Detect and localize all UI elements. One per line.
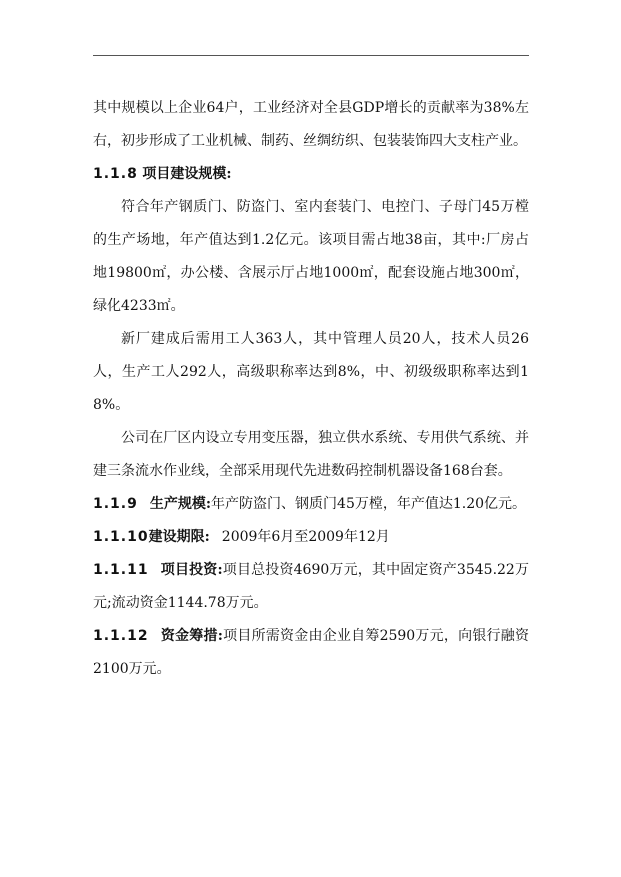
section-text: 年产防盗门、钢质门45万樘，年产值达1.20亿元。 [211,496,527,512]
section-title: 资金筹措: [160,628,223,644]
section-title: 生产规模: [149,496,212,512]
section-number: 1.1.12 [93,628,149,644]
section-1-1-8-heading [93,158,529,191]
section-1-1-9 [93,488,529,521]
section-title: 项目投资: [160,562,223,578]
section-number: 1.1.11 [93,562,149,578]
section-1-1-8-paragraph-1: 符合年产钢质门、防盗门、室内套装门、电控门、子母门45万樘的生产场地，年产值达到1.2亿元。该项目需占地38亩，其中:厂房占地19800㎡，办公楼、含展示厅占地1000㎡，配套设施占地300㎡，绿化4233㎡。 [93,199,529,314]
section-title: 项目建设规模: [142,166,232,182]
intro-paragraph: 其中规模以上企业64户，工业经济对全县GDP增长的贡献率为38%左右，初步形成了工业机械、制药、丝绸纺织、包装装饰四大支柱产业。 [93,100,529,149]
document-body [93,92,529,686]
section-1-1-11 [93,554,529,620]
section-title: 建设期限: [148,529,210,545]
section-number: 1.1.10 [93,529,149,545]
section-1-1-8-paragraph-3: 公司在厂区内设立专用变压器，独立供水系统、专用供气系统、并建三条流水作业线，全部采用现代先进数码控制机器设备168台套。 [93,430,529,479]
section-1-1-8-paragraph-2: 新厂建成后需用工人363人，其中管理人员20人，技术人员26人，生产工人292人，高级职称率达到8%，中、初级级职称率达到18%。 [93,331,529,413]
header-rule [93,55,529,56]
section-1-1-12 [93,620,529,686]
section-1-1-10 [93,521,529,554]
section-text: 项目总投资4690万元，其中固定资产3545.22万元;流动资金1144.78万元。 [93,562,529,611]
section-number: 1.1.9 [93,496,138,512]
section-text: 项目所需资金由企业自筹2590万元，向银行融资2100万元。 [93,628,529,677]
section-text: 2009年6月至2009年12月 [221,529,390,545]
section-number: 1.1.8 [93,166,138,182]
